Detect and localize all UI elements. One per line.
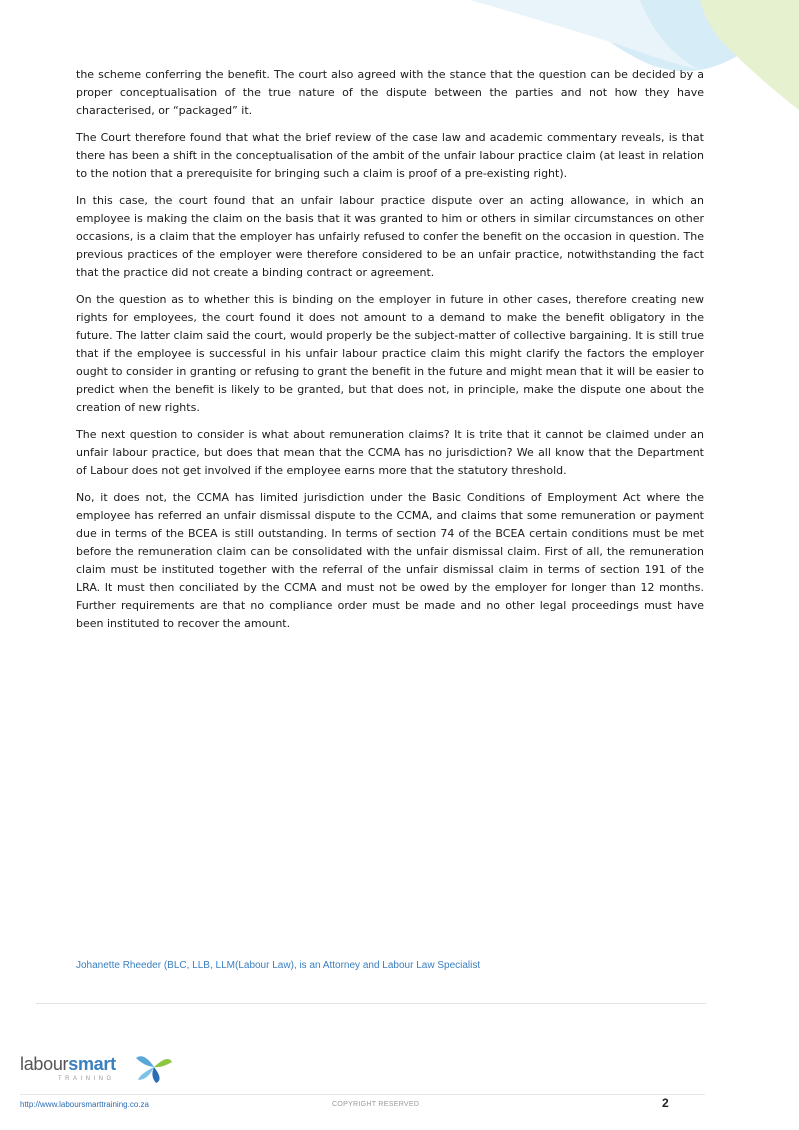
paragraph: the scheme conferring the benefit. The court also agreed with the stance that the question can be decided by a proper conceptualisation of the true nature of the dispute between the parties and not how they have characterised, or “packaged” it. (76, 68, 704, 117)
logo-tagline: TRAINING (58, 1076, 115, 1082)
paragraph: On the question as to whether this is binding on the employer in future in other cases, therefore creating new rights for employees, the court found it does not amount to a demand to make the benefit obligatory in the future. The latter claim said the court, would properly be the subject-matter of collective bargaining. It is still true that if the employee is successful in his unfair labour practice claim this might clarify the factors the employer ought to consider in granting or refusing to grant the benefit in the future and might mean that it will be easier to predict when the benefit is likely to be granted, but that does not, in principle, make the dispute one about the creation of new rights. (76, 293, 704, 414)
logo-wordmark (20, 1054, 116, 1075)
paragraph: In this case, the court found that an unfair labour practice dispute over an acting allowance, in which an employee is making the claim on the basis that it was granted to him or others in similar circumstances on other occasions, is a claim that the employer has unfairly refused to confer the benefit on the occasion in question. The previous practices of the employer were therefore considered to be an unfair practice, notwithstanding the fact that the practice did not create a binding contract or agreement. (76, 194, 704, 279)
author-note: Johanette Rheeder (BLC, LLB, LLM(Labour Law), is an Attorney and Labour Law Specialist (76, 960, 481, 971)
page-number: 2 (662, 1096, 669, 1110)
pinwheel-logo-icon (134, 1050, 174, 1084)
logo-name-part2: smart (68, 1054, 116, 1074)
company-logo (20, 1050, 170, 1086)
footer-line (20, 1094, 705, 1095)
body-text (76, 66, 704, 642)
paragraph: No, it does not, the CCMA has limited jurisdiction under the Basic Conditions of Employment Act where the employee has referred an unfair dismissal dispute to the CCMA, and claims that some remuneration or payment due in terms of the BCEA is still outstanding. In terms of section 74 of the BCEA certain conditions must be met before the remuneration claim can be consolidated with the unfair dismissal claim. First of all, the remuneration claim must be instituted together with the referral of the unfair dismissal claim in terms of section 191 of the LRA. It must then conciliated by the CCMA and must not be owed by the employer for longer than 12 months. Further requirements are that no compliance order must be made and no other legal proceedings must have been instituted to recover the amount. (76, 491, 704, 630)
footer-copyright: COPYRIGHT RESERVED (332, 1101, 420, 1108)
paragraph: The Court therefore found that what the brief review of the case law and academic commentary reveals, is that there has been a shift in the conceptualisation of the ambit of the unfair labour practice claim (at least in relation to the notion that a prerequisite for bringing such a claim is proof of a pre-existing right). (76, 131, 704, 180)
logo-name-part1: labour (20, 1054, 69, 1074)
paragraph: The next question to consider is what about remuneration claims? It is trite that it cannot be claimed under an unfair labour practice, but does that mean that the CCMA has no jurisdiction? We all know that the Department of Labour does not get involved if the employee earns more that the statutory threshold. (76, 428, 704, 477)
footer-website-link[interactable]: http://www.laboursmarttraining.co.za (20, 1100, 149, 1109)
footer-divider (36, 1003, 706, 1004)
